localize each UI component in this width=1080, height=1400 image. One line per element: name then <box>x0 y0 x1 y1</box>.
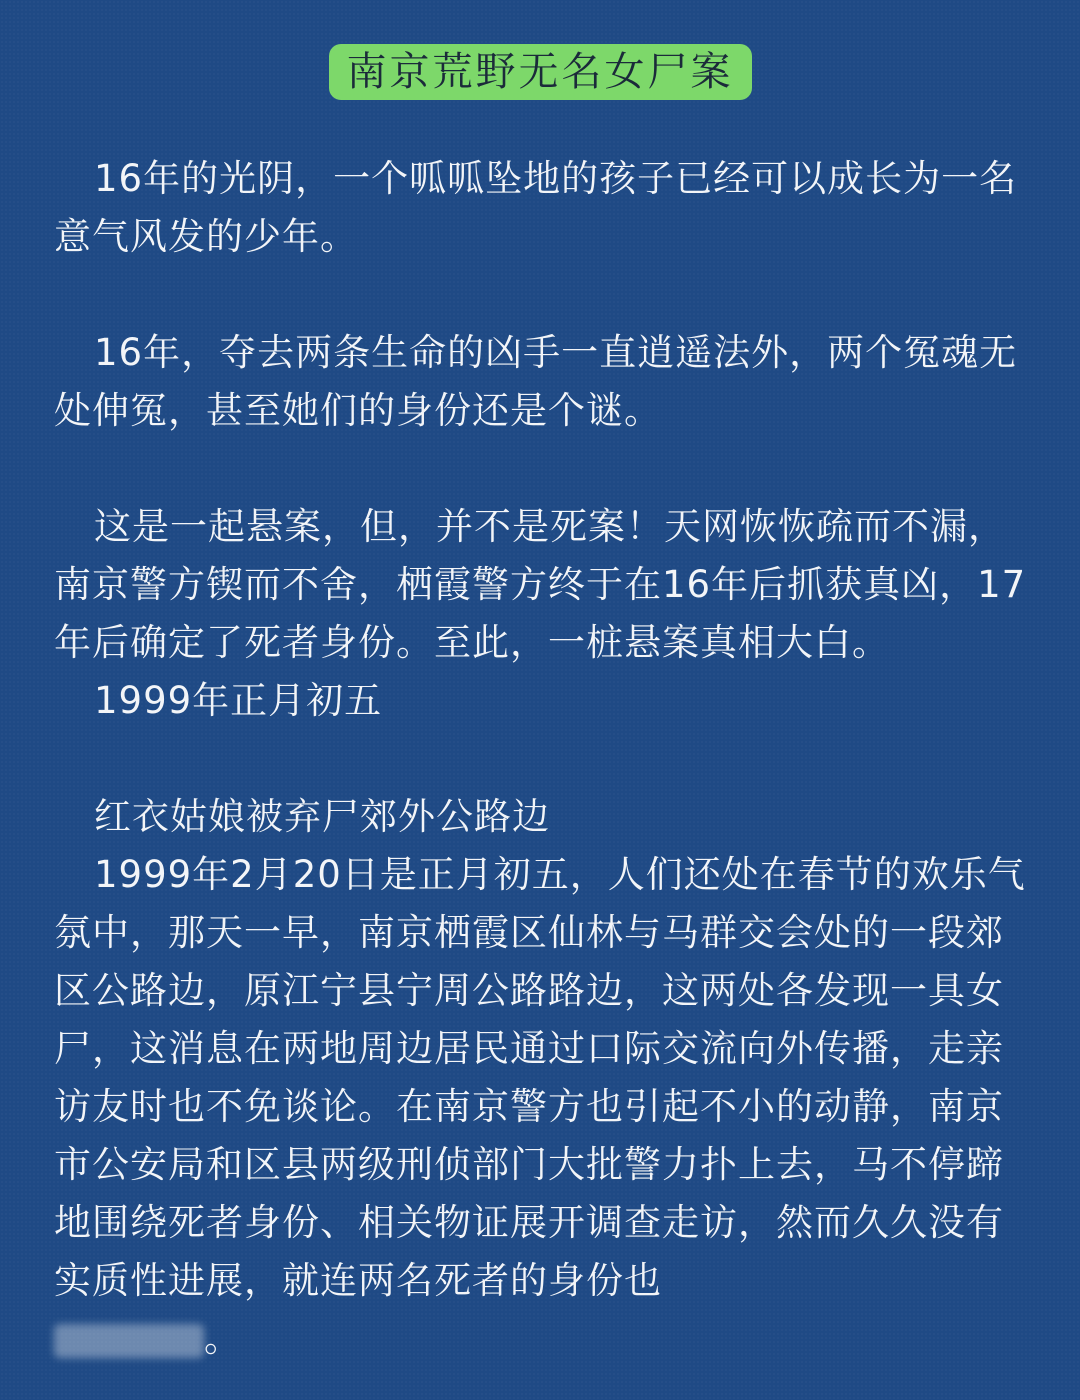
paragraph-3: 这是一起悬案，但，并不是死案！天网恢恢疏而不漏，南京警方锲而不舍，栖霞警方终于在16年后抓获真凶，17年后确定了死者身份。至此，一桩悬案真相大白。 <box>54 505 1027 664</box>
section-date-heading: 1999年正月初五 <box>94 679 383 722</box>
paragraph-4: 1999年2月20日是正月初五，人们还处在春节的欢乐气氛中，那天一早，南京栖霞区仙林与马群交会处的一段郊区公路边，原江宁县宁周公路路边，这两处各发现一具女尸，这消息在两地周边居民通过口际交流向外传播，走亲访友时也不免谈论。在南京警方也引起不小的动静，南京市公安局和区县两级刑侦部门大批警力扑上去，马不停蹄地围绕死者身份、相关物证展开调查走访，然而久久没有实质性进展，就连两名死者的身份也 <box>54 853 1026 1302</box>
article-title: 南京荒野无名女尸案 <box>329 44 752 100</box>
title-container <box>0 44 1080 100</box>
last-line-suffix: 。 <box>204 1317 242 1360</box>
section-subheading: 红衣姑娘被弃尸郊外公路边 <box>94 795 550 838</box>
last-line <box>54 1310 1034 1368</box>
blurred-text <box>54 1324 204 1358</box>
paragraph-spacer <box>54 440 1034 498</box>
paragraph-2: 16年，夺去两条生命的凶手一直逍遥法外，两个冤魂无处伸冤，甚至她们的身份还是个谜。 <box>54 331 1018 432</box>
paragraph-spacer <box>54 266 1034 324</box>
paragraph-spacer <box>54 730 1034 788</box>
paragraph-1: 16年的光阴，一个呱呱坠地的孩子已经可以成长为一名意气风发的少年。 <box>54 157 1018 258</box>
article-body <box>54 150 1034 1368</box>
